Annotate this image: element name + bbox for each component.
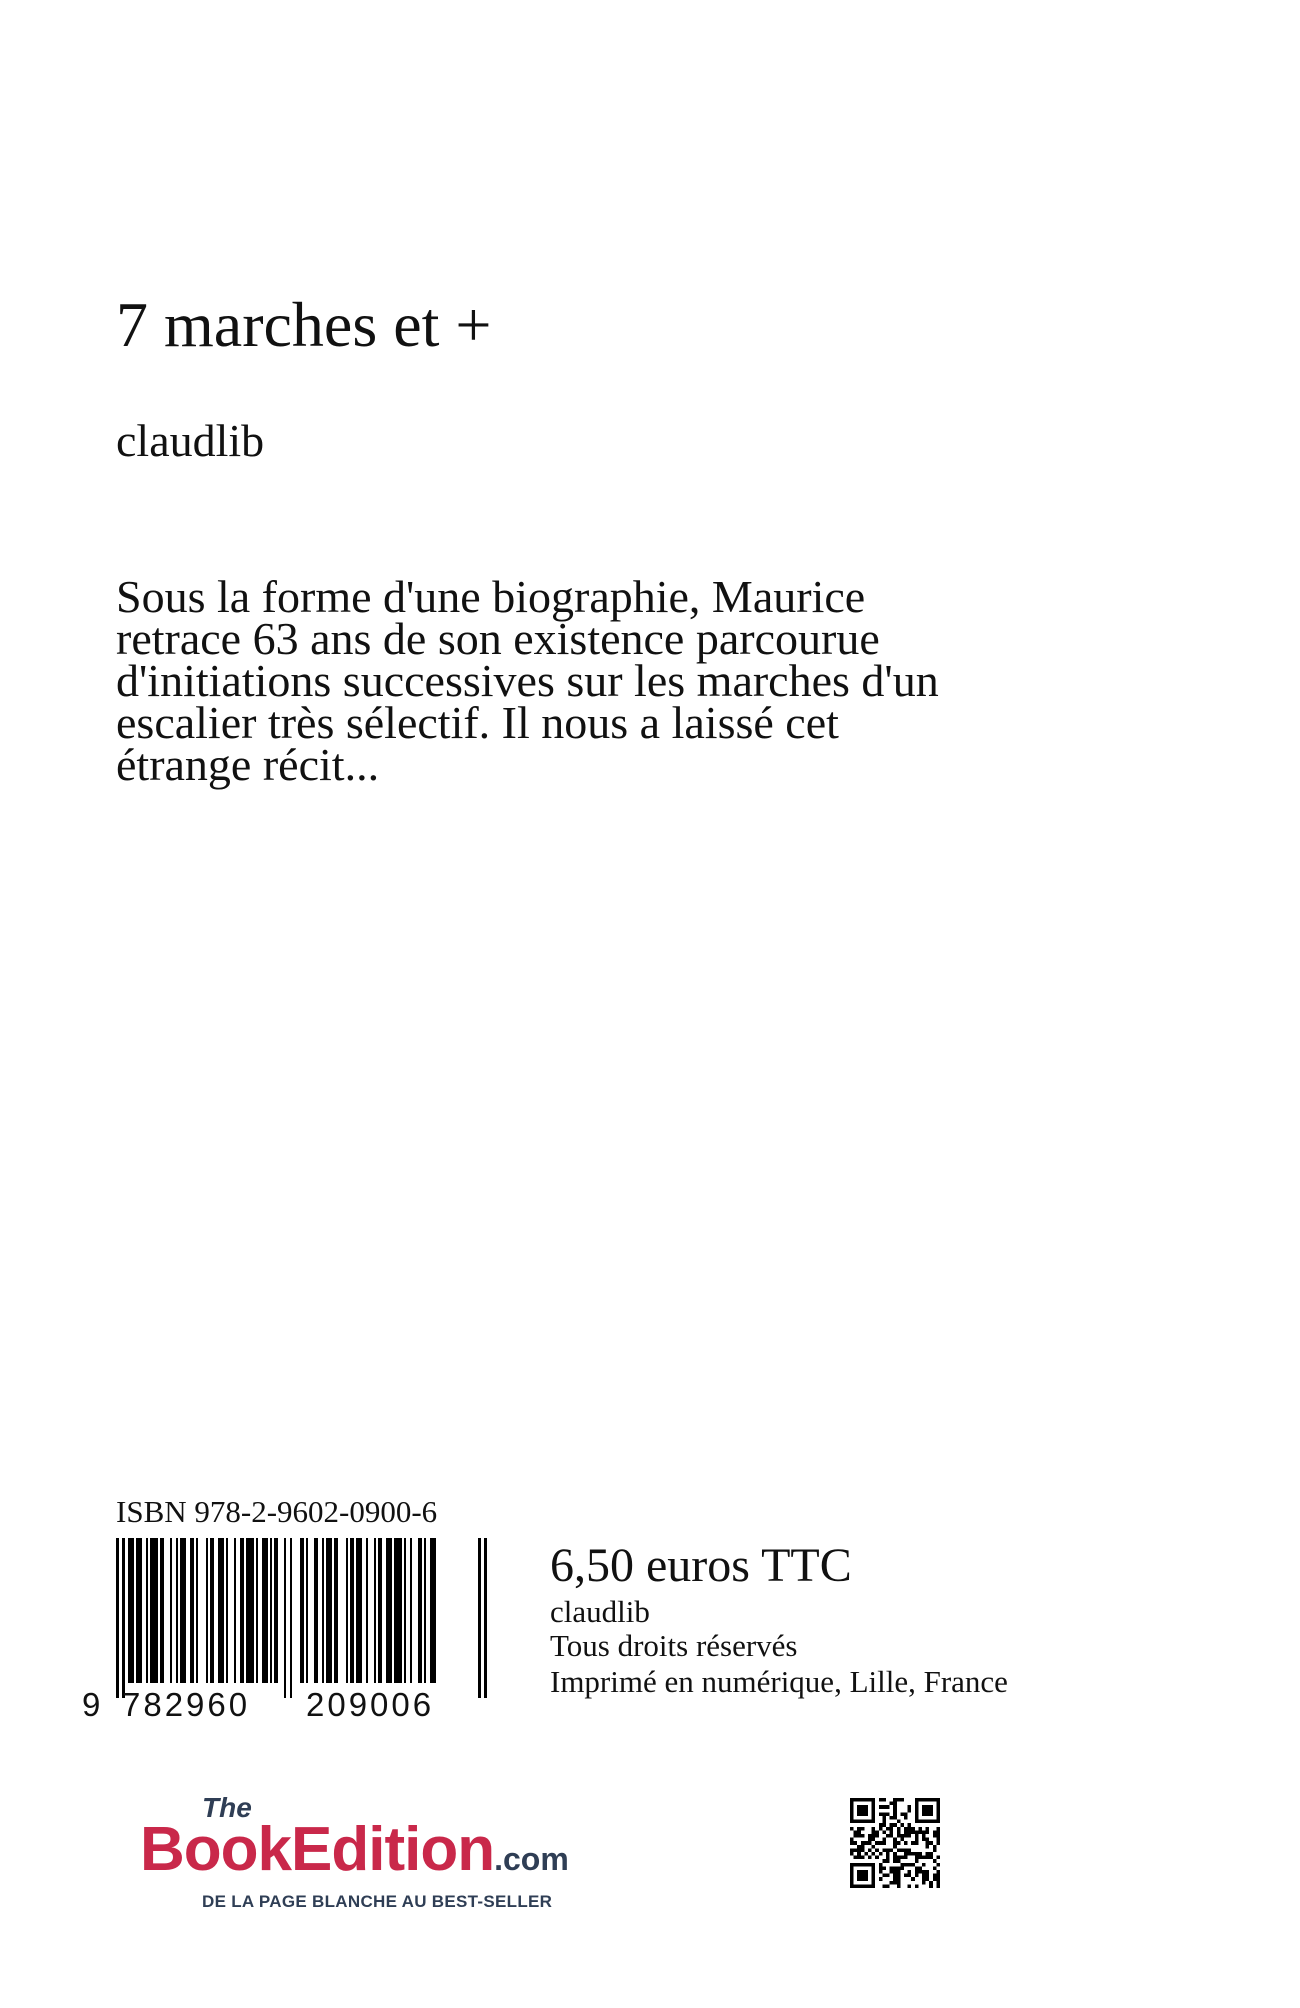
barcode-bars bbox=[78, 1538, 488, 1698]
logo-tagline: DE LA PAGE BLANCHE AU BEST-SELLER bbox=[202, 1892, 553, 1911]
price: 6,50 euros TTC bbox=[550, 1539, 852, 1592]
logo-brand bbox=[140, 1814, 569, 1885]
publisher-author: claudlib bbox=[550, 1594, 650, 1629]
author-name: claudlib bbox=[116, 415, 265, 466]
blurb-text: Sous la forme d'une biographie, Maurice retrace 63 ans de son existence parcourue d'initiations successives sur les marches d'un escalier très sélectif. Il nous a laissé cet étrange récit... bbox=[116, 571, 939, 790]
isbn-label: ISBN 978-2-9602-0900-6 bbox=[116, 1494, 438, 1529]
bookedition-logo bbox=[140, 1792, 700, 1912]
barcode-digit-group-2: 209006 bbox=[306, 1686, 435, 1723]
rights-notice: Tous droits réservés bbox=[550, 1628, 798, 1663]
logo-suffix: .com bbox=[494, 1841, 569, 1877]
barcode-digit-group-1: 782960 bbox=[122, 1686, 251, 1723]
barcode-digit-first: 9 bbox=[82, 1686, 101, 1723]
logo-the: The bbox=[202, 1792, 252, 1823]
book-title: 7 marches et + bbox=[116, 289, 492, 360]
qr-code-icon bbox=[850, 1798, 940, 1888]
barcode bbox=[78, 1538, 488, 1728]
logo-brand-text: BookEdition bbox=[140, 1815, 495, 1884]
print-location: Imprimé en numérique, Lille, France bbox=[550, 1664, 1008, 1699]
